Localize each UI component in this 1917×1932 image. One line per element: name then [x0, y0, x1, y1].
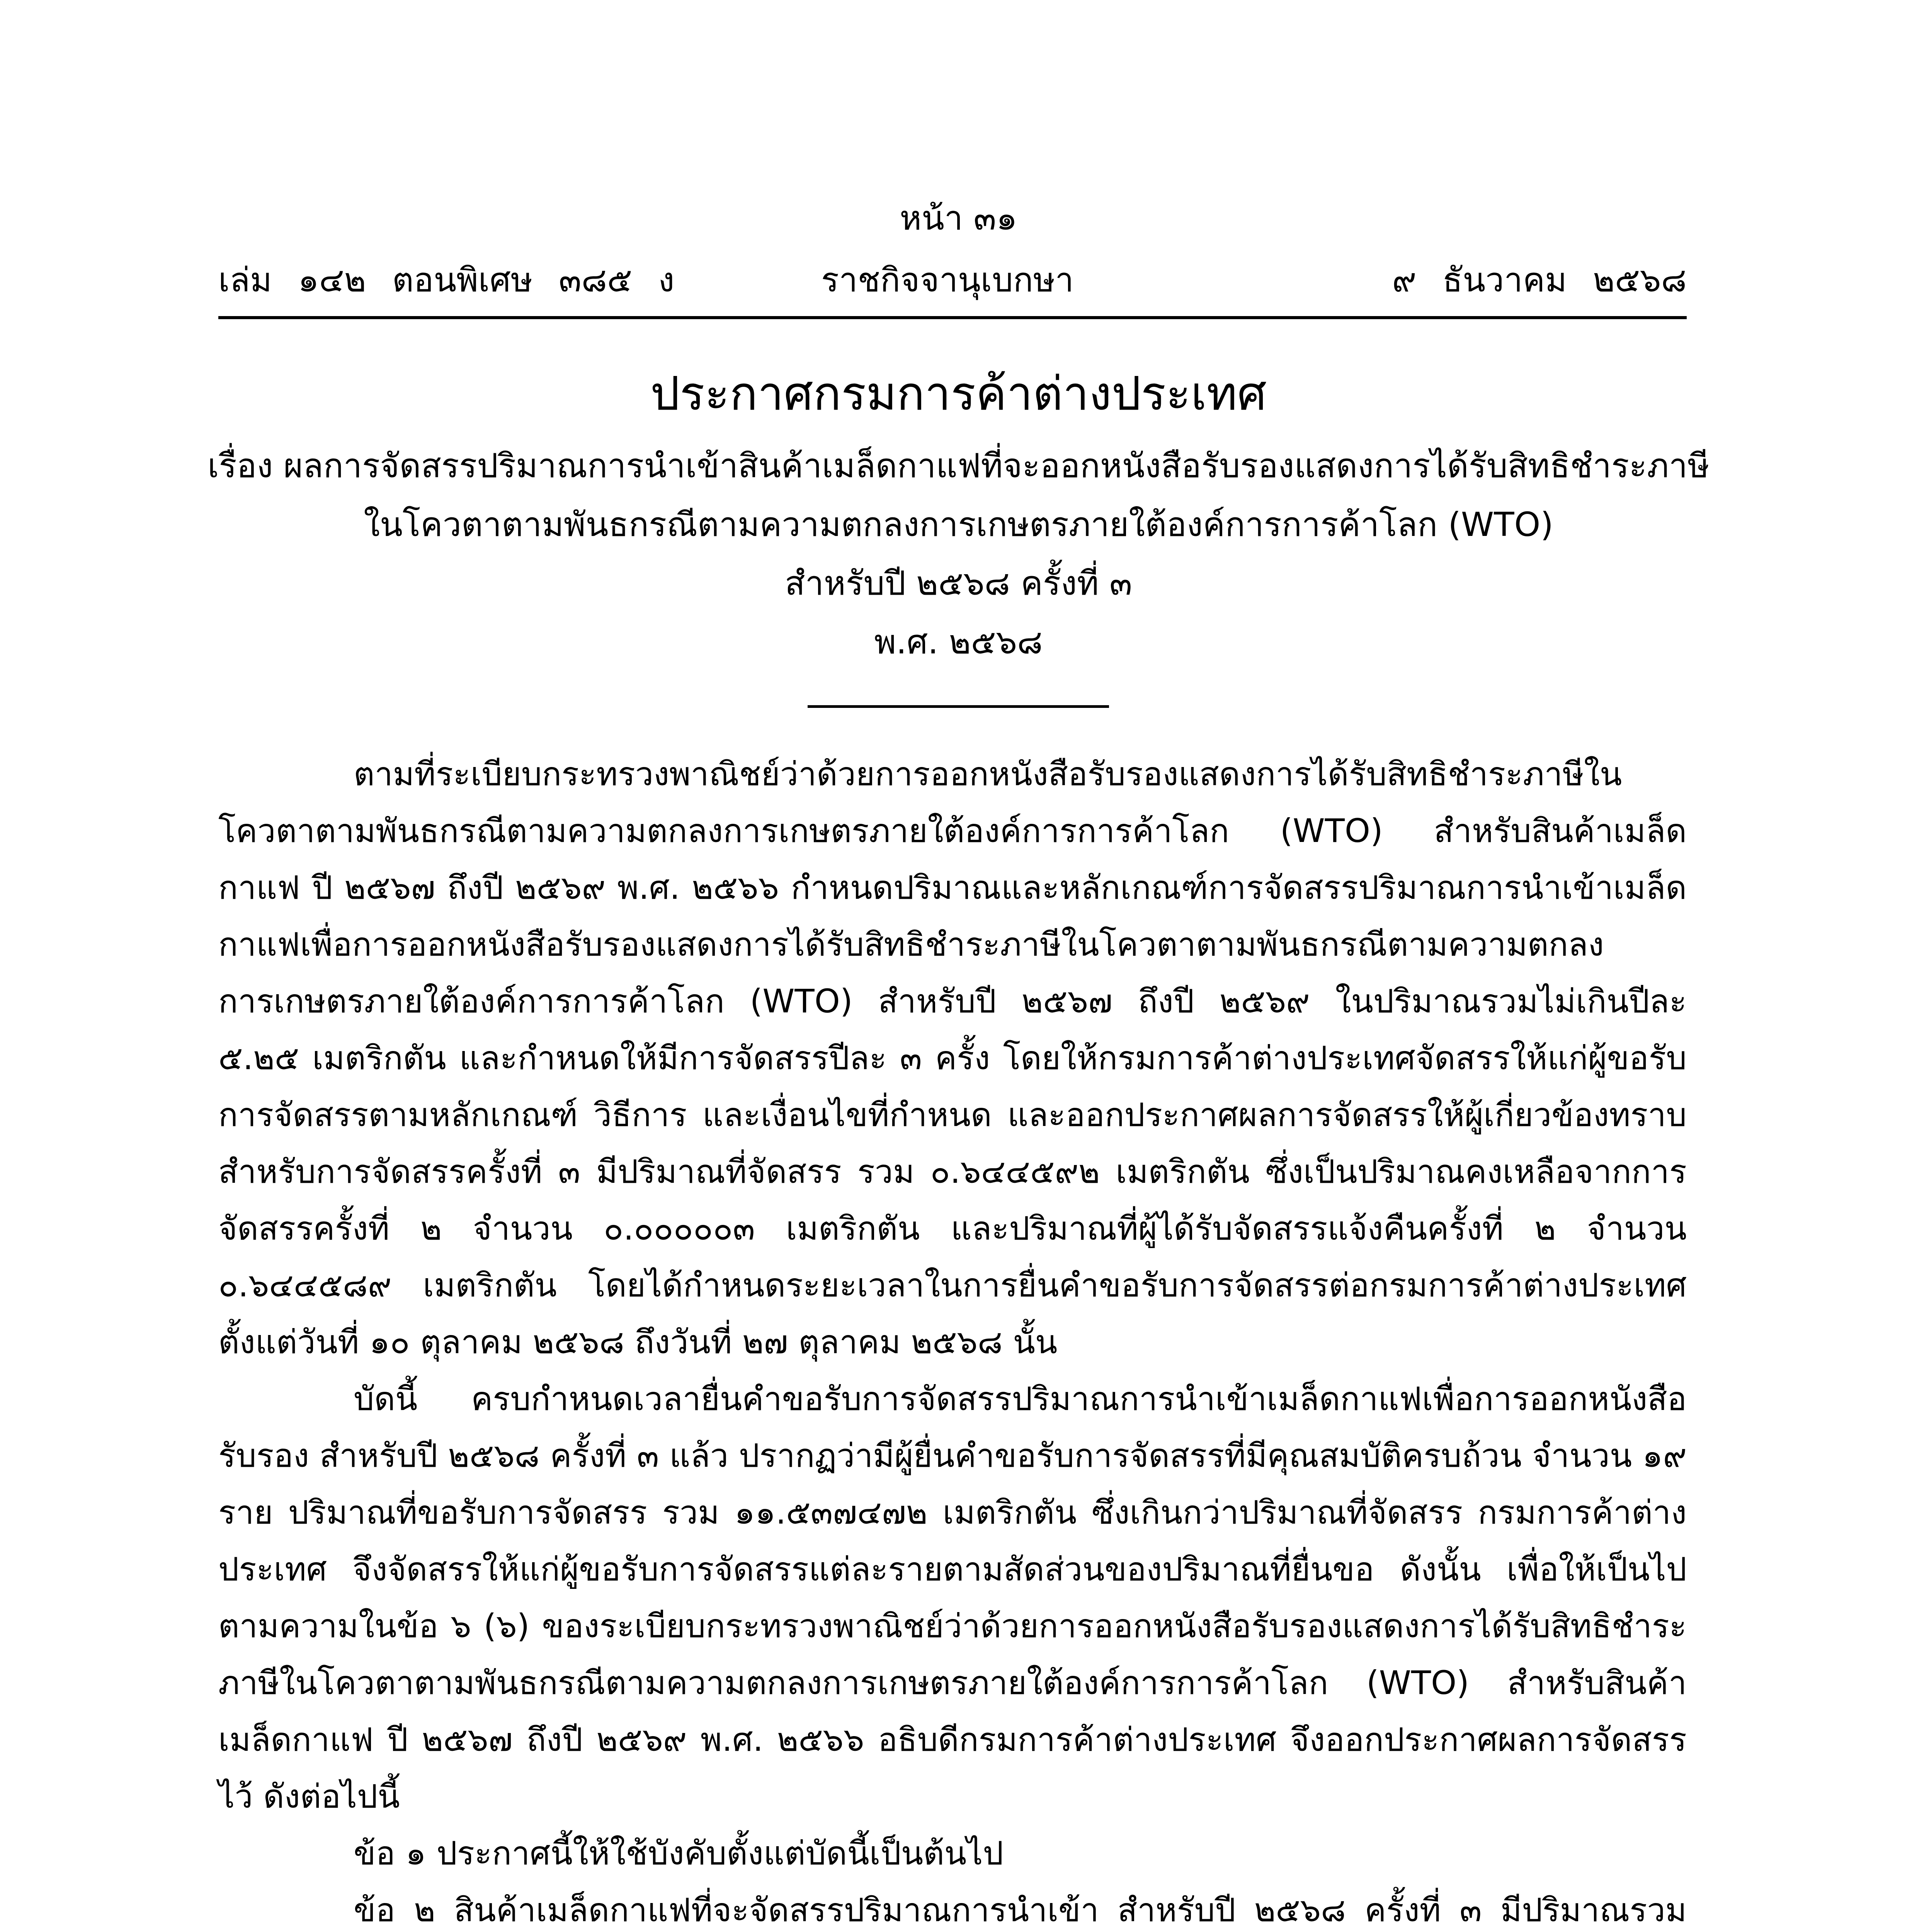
paragraph-result: บัดนี้ ครบกำหนดเวลายื่นคำขอรับการจัดสรรปริมาณการนำเข้าเมล็ดกาแฟเพื่อการออกหนังสือรับรอง สำหรับปี ๒๕๖๘ ครั้งที่ ๓ แล้ว ปรากฏว่ามีผู้ยื่นคำขอรับการจัดสรรที่มีคุณสมบัติครบถ้วน จำนวน ๑๙ ราย ปริมาณที่ขอรับการจัดสรร รวม ๑๑.๕๓๗๔๗๒ เมตริกตัน ซึ่งเกินกว่าปริมาณที่จัดสรร กรมการค้าต่างประเทศ จึงจัดสรรให้แก่ผู้ขอรับการจัดสรรแต่ละรายตามสัดส่วนของปริมาณที่ยื่นขอ ดังนั้น เพื่อให้เป็นไปตามความในข้อ ๖ (๖) ของระเบียบกระทรวงพาณิชย์ว่าด้วยการออกหนังสือรับรองแสดงการได้รับสิทธิชำระภาษีในโควตาตามพันธกรณีตามความตกลงการเกษตรภายใต้องค์การการค้าโลก (WTO) สำหรับสินค้าเมล็ดกาแฟ ปี ๒๕๖๗ ถึงปี ๒๕๖๙ พ.ศ. ๒๕๖๖ อธิบดีกรมการค้าต่างประเทศ จึงออกประกาศผลการจัดสรรไว้ ดังต่อไปนี้	[218, 1380, 1687, 1815]
clause-1: ข้อ ๑ ประกาศนี้ให้ใช้บังคับตั้งแต่บัดนี้เป็นต้นไป	[354, 1834, 1004, 1872]
announcement-body	[218, 746, 1687, 1932]
subject-line: ในโควตาตามพันธกรณีตามความตกลงการเกษตรภายใต้องค์การการค้าโลก (WTO)	[364, 505, 1553, 544]
publication-date: ๙ ธันวาคม ๒๕๖๘	[1392, 261, 1687, 299]
clause-2: ข้อ ๒ สินค้าเมล็ดกาแฟที่จะจัดสรรปริมาณการนำเข้า สำหรับปี ๒๕๖๘ ครั้งที่ ๓ มีปริมาณรวม	[354, 1891, 1687, 1929]
paragraph-background: ตามที่ระเบียบกระทรวงพาณิชย์ว่าด้วยการออกหนังสือรับรองแสดงการได้รับสิทธิชำระภาษีในโควตาตามพันธกรณีตามความตกลงการเกษตรภายใต้องค์การการค้าโลก (WTO) สำหรับสินค้าเมล็ดกาแฟ ปี ๒๕๖๗ ถึงปี ๒๕๖๙ พ.ศ. ๒๕๖๖ กำหนดปริมาณและหลักเกณฑ์การจัดสรรปริมาณการนำเข้าเมล็ดกาแฟเพื่อการออกหนังสือรับรองแสดงการได้รับสิทธิชำระภาษีในโควตาตามพันธกรณีตามความตกลงการเกษตรภายใต้องค์การการค้าโลก (WTO) สำหรับปี ๒๕๖๗ ถึงปี ๒๕๖๙ ในปริมาณรวมไม่เกินปีละ ๕.๒๕ เมตริกตัน และกำหนดให้มีการจัดสรรปีละ ๓ ครั้ง โดยให้กรมการค้าต่างประเทศจัดสรรให้แก่ผู้ขอรับการจัดสรรตามหลักเกณฑ์ วิธีการ และเงื่อนไขที่กำหนด และออกประกาศผลการจัดสรรให้ผู้เกี่ยวข้องทราบ สำหรับการจัดสรรครั้งที่ ๓ มีปริมาณที่จัดสรร รวม ๐.๖๔๔๕๙๒ เมตริกตัน ซึ่งเป็นปริมาณคงเหลือจากการจัดสรรครั้งที่ ๒ จำนวน ๐.๐๐๐๐๐๓ เมตริกตัน และปริมาณที่ผู้ได้รับจัดสรรแจ้งคืนครั้งที่ ๒ จำนวน ๐.๖๔๔๕๘๙ เมตริกตัน โดยได้กำหนดระยะเวลาในการยื่นคำขอรับการจัดสรรต่อกรมการค้าต่างประเทศตั้งแต่วันที่ ๑๐ ตุลาคม ๒๕๖๘ ถึงวันที่ ๒๗ ตุลาคม ๒๕๖๘ นั้น	[218, 755, 1687, 1361]
subject-date: พ.ศ. ๒๕๖๘	[874, 623, 1043, 662]
page-number: หน้า ๓๑	[900, 199, 1017, 238]
publication-name: ราชกิจจานุเบกษา	[821, 261, 1074, 299]
announcement-title: ประกาศกรมการค้าต่างประเทศ	[650, 367, 1267, 421]
issue-info: เล่ม ๑๔๒ ตอนพิเศษ ๓๘๕ ง	[218, 261, 675, 299]
title-divider	[808, 705, 1109, 708]
subject-line: สำหรับปี ๒๕๖๘ ครั้งที่ ๓	[785, 564, 1132, 603]
subject-line: เรื่อง ผลการจัดสรรปริมาณการนำเข้าสินค้าเมล็ดกาแฟที่จะออกหนังสือรับรองแสดงการได้รับสิทธิชำระภาษี	[208, 447, 1709, 485]
gazette-header	[218, 257, 1687, 303]
announcement-subject	[155, 437, 1762, 672]
header-divider	[218, 316, 1687, 319]
